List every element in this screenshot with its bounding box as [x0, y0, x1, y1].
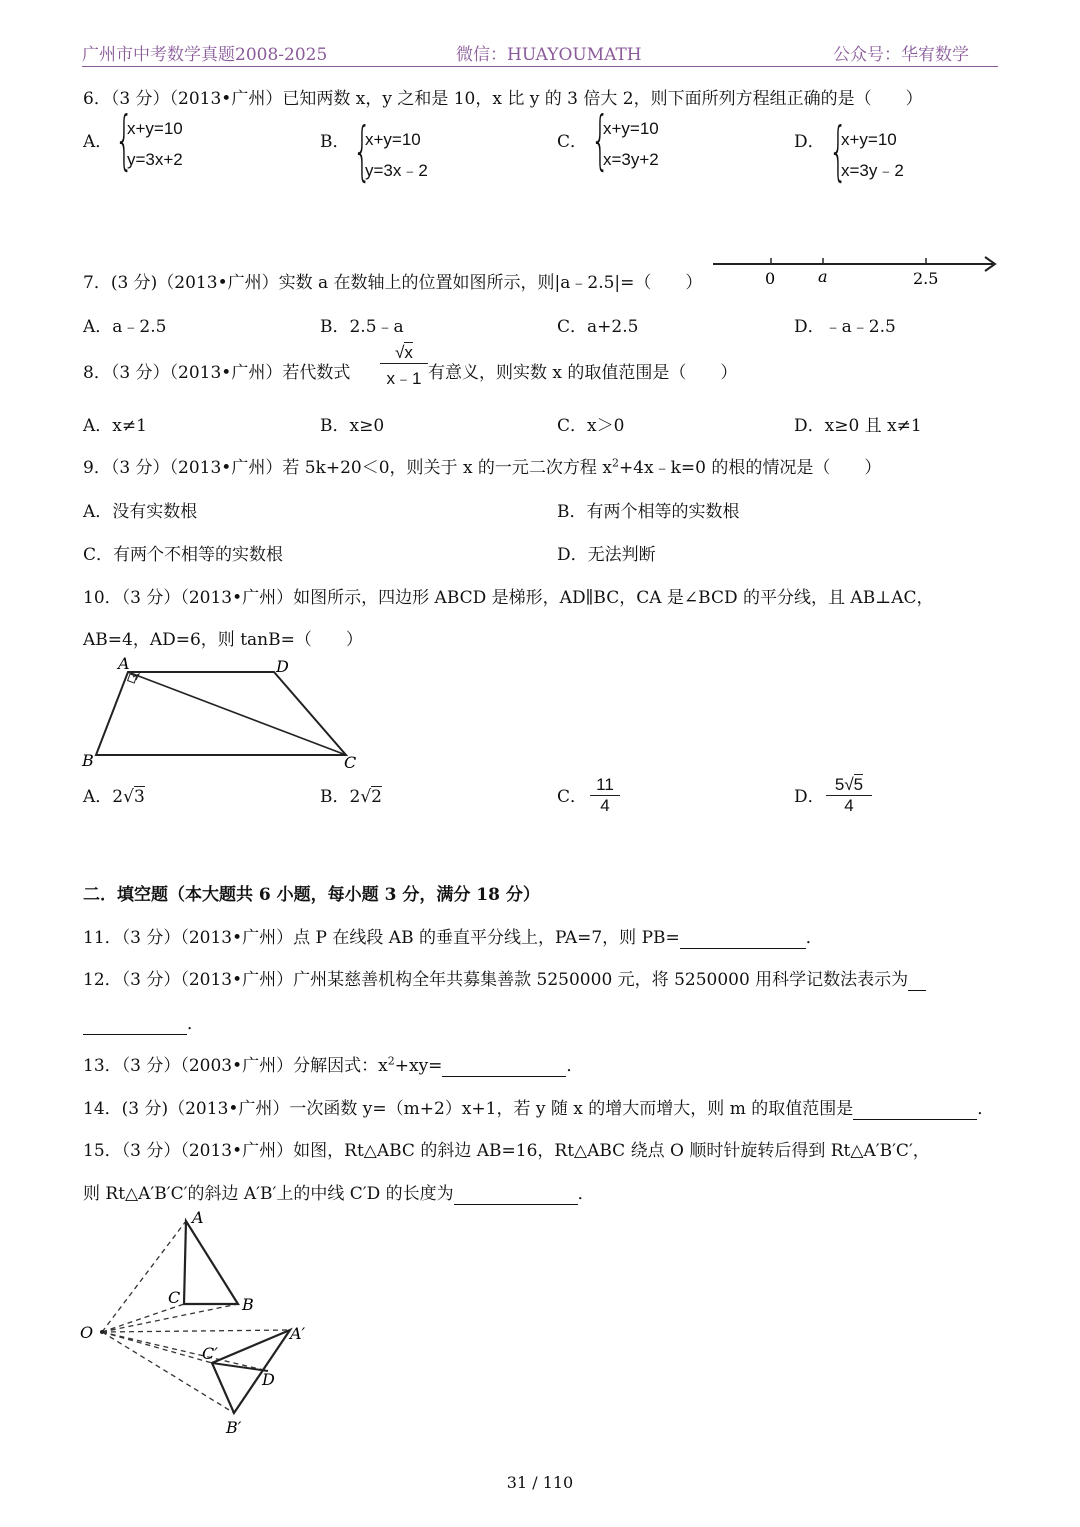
q7-option-c: C．a+2.5 [557, 317, 639, 337]
sqrt-icon: √ [395, 343, 405, 362]
q6-b-eq2: y=3x﹣2 [365, 161, 428, 180]
q11 [83, 923, 823, 949]
figure-label-c-prime: C′ [202, 1344, 218, 1363]
q15-line1: 15．（3 分）（2013•广州）如图，Rt△ABC 的斜边 AB=16，Rt△ABC 绕点 O 顺时针旋转后得到 Rt△A′B′C′， [83, 1141, 930, 1161]
q9-text [83, 453, 881, 478]
q6-option-d-label: D． [794, 132, 825, 152]
figure-label-c: C [344, 753, 357, 772]
figure-label-a: A [192, 1208, 204, 1227]
figure-label-d: D [276, 657, 289, 676]
figure-label-a-prime: A′ [290, 1324, 306, 1343]
q10-option-b-label: B． [320, 787, 350, 807]
figure-label-b: B [82, 751, 94, 770]
q6-option-a-label: A． [83, 132, 113, 152]
q6-c-eq2: x=3y+2 [603, 150, 659, 169]
q11-answer-blank[interactable] [680, 928, 806, 949]
section-2-title: 二．填空题（本大题共 6 小题，每小题 3 分，满分 18 分） [83, 885, 540, 905]
q8-numerator [380, 343, 428, 364]
q10-option-b-radicand: 2 [371, 787, 382, 807]
q10-option-d-label: D． [794, 787, 825, 807]
q10-line1: 10．（3 分）（2013•广州）如图所示，四边形 ABCD 是梯形，AD∥BC，CA 是∠BCD 的平分线，且 AB⊥AC， [83, 588, 934, 608]
page-number: 31 / 110 [506, 1473, 574, 1492]
q8-option-c: C．x＞0 [557, 416, 625, 436]
q9-superscript: 2 [611, 456, 619, 470]
q13-text: 13．（3 分）（2003•广州）分解因式：x [83, 1056, 388, 1076]
q10-option-d-radicand: 5 [853, 775, 864, 794]
q7-number-line [705, 248, 1005, 292]
header-divider [82, 66, 998, 67]
numberline-a-label: a [818, 267, 828, 286]
q10-option-a-radicand: 3 [133, 787, 145, 807]
q10-option-c-numerator: 11 [590, 775, 620, 796]
q10-option-b [320, 782, 382, 807]
q10-option-a-coef: 2 [112, 787, 124, 807]
q6-option-c-system [591, 104, 659, 178]
q13-superscript: 2 [387, 1054, 395, 1068]
q14 [83, 1094, 994, 1120]
q6-option-b-system [353, 115, 428, 189]
q14-text: 14．(3 分)（2013•广州）一次函数 y=（m+2）x+1，若 y 随 x 的增大而增大，则 m 的取值范围是 [83, 1099, 854, 1119]
q8-fraction [380, 343, 428, 389]
q7-option-d: D．﹣a﹣2.5 [794, 317, 896, 337]
q9-option-c: C．有两个不相等的实数根 [83, 545, 284, 565]
q10-trapezoid-figure [78, 652, 378, 774]
q8-option-d: D．x≥0 且 x≠1 [794, 416, 922, 436]
q13 [83, 1051, 583, 1077]
q6-option-b-label: B． [320, 132, 350, 152]
q10-option-d-coef: 5 [834, 775, 845, 794]
q6-d-eq1: x+y=10 [841, 130, 897, 149]
numberline-end-label: 2.5 [913, 269, 939, 288]
q10-line2: AB=4，AD=6，则 tanB=（ ） [83, 630, 363, 650]
brace-icon: { [829, 115, 848, 189]
figure-label-b: B [242, 1295, 254, 1314]
q8-text-before: 8．（3 分）（2013•广州）若代数式 [83, 363, 351, 383]
q12-answer-blank-start[interactable] [908, 970, 926, 991]
q12-text: 12．（3 分）（2013•广州）广州某慈善机构全年共募集善款 5250000 元，将 5250000 用科学记数法表示为 [83, 970, 909, 990]
brace-icon: { [591, 104, 610, 178]
q10-option-c-fraction [590, 775, 620, 816]
q15-rotation-figure [76, 1205, 336, 1443]
q8-denominator: x﹣1 [386, 369, 422, 388]
brace-icon: { [115, 104, 134, 178]
q10-option-a [83, 782, 145, 807]
numberline-zero-label: 0 [765, 269, 776, 288]
q10-option-b-coef: 2 [349, 787, 361, 807]
q14-answer-blank[interactable] [853, 1099, 977, 1120]
header-left: 广州市中考数学真题2008-2025 [82, 45, 328, 65]
header-right: 公众号：华宥数学 [833, 45, 969, 65]
q11-text: 11．（3 分）（2013•广州）点 P 在线段 AB 的垂直平分线上，PA=7，则 PB= [83, 928, 680, 948]
q6-a-eq1: x+y=10 [127, 119, 183, 138]
q15-answer-blank[interactable] [454, 1184, 578, 1205]
q11-end: ． [805, 928, 823, 948]
q10-option-d-fraction [826, 775, 872, 816]
q13-text-2: +xy= [394, 1056, 443, 1076]
q9-option-a: A．没有实数根 [83, 502, 198, 522]
sqrt-icon: √ [360, 787, 372, 807]
q7-text: 7．(3 分)（2013•广州）实数 a 在数轴上的位置如图所示，则|a﹣2.5|=（ ） [83, 273, 703, 293]
figure-label-c: C [168, 1288, 181, 1307]
q9-option-b: B．有两个相等的实数根 [557, 502, 740, 522]
figure-label-d: D [262, 1370, 275, 1389]
q15-line2-text: 则 Rt△A′B′C′的斜边 A′B′上的中线 C′D 的长度为 [83, 1184, 454, 1204]
q9-option-d: D．无法判断 [557, 545, 656, 565]
q14-end: ． [977, 1099, 995, 1119]
q6-c-eq1: x+y=10 [603, 119, 659, 138]
figure-label-b-prime: B′ [226, 1418, 242, 1437]
q10-option-a-label: A． [83, 787, 113, 807]
q13-answer-blank[interactable] [442, 1056, 566, 1077]
q6-option-d-system [829, 115, 904, 189]
q10-option-d-denominator: 4 [844, 796, 854, 815]
q6-option-c-label: C． [557, 132, 588, 152]
q6-b-eq1: x+y=10 [365, 130, 421, 149]
q7-option-b: B．2.5﹣a [320, 317, 404, 337]
q15-line2 [83, 1179, 595, 1205]
figure-label-a: A [118, 654, 130, 673]
q9-text-after: +4x﹣k=0 的根的情况是（ ） [618, 458, 882, 478]
q8-option-b: B．x≥0 [320, 416, 385, 436]
q10-option-c-label: C． [557, 787, 588, 807]
q7-option-a: A．a﹣2.5 [83, 317, 167, 337]
q12 [83, 965, 926, 991]
q13-end: ． [566, 1056, 584, 1076]
q6-d-eq2: x=3y﹣2 [841, 161, 904, 180]
figure-label-o: O [80, 1323, 94, 1342]
brace-icon: { [353, 115, 372, 189]
q10-option-d-numerator [826, 775, 872, 796]
q8-text-after: 有意义，则实数 x 的取值范围是（ ） [428, 363, 738, 383]
header-center: 微信：HUAYOUMATH [456, 45, 642, 65]
q6-a-eq2: y=3x+2 [127, 150, 183, 169]
q9-text-before: 9．（3 分）（2013•广州）若 5k+20＜0，则关于 x 的一元二次方程 x [83, 458, 612, 478]
q12-continued [83, 1009, 204, 1035]
q8-radicand: x [404, 343, 413, 362]
q12-end: ． [187, 1014, 204, 1034]
q15-end: ． [577, 1184, 595, 1204]
q10-option-c-denominator: 4 [600, 796, 610, 815]
sqrt-icon: √ [844, 775, 854, 794]
q6-text: 6．（3 分）（2013•广州）已知两数 x，y 之和是 10，x 比 y 的 3 倍大 2，则下面所列方程组正确的是（ ） [83, 89, 923, 109]
sqrt-icon: √ [123, 787, 134, 807]
q6-option-a-system [115, 104, 183, 178]
q8-option-a: A．x≠1 [83, 416, 147, 436]
q12-answer-blank[interactable] [83, 1014, 187, 1035]
